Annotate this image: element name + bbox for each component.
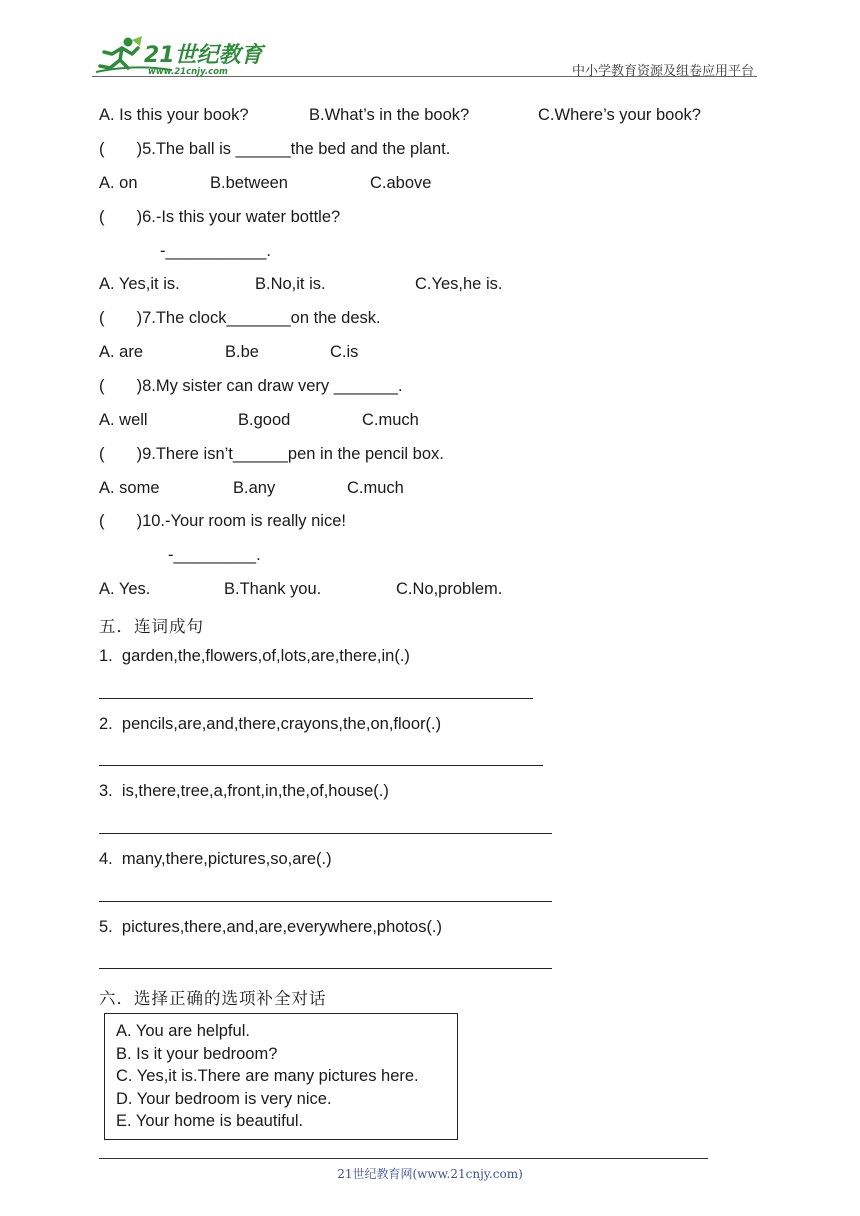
q8-option-b: B.good [238,411,291,429]
q10-option-b: B.Thank you. [224,580,322,598]
q4-option-b: B.What’s in the book? [309,106,470,124]
answer-line-3[interactable] [99,833,552,834]
q5-option-a: A. on [99,174,138,192]
sentence-item-4: 4. many,there,pictures,so,are(.) [99,850,332,868]
q9-option-a: A. some [99,479,160,497]
section5-title: 五．连词成句 [99,617,204,636]
q6-option-c: C.Yes,he is. [415,275,503,293]
sentence-item-5: 5. pictures,there,and,are,everywhere,photos(.) [99,918,443,936]
footer-divider [99,1158,708,1159]
q9-option-b: B.any [233,479,276,497]
q10-stem: ( )10.-Your room is really nice! [99,512,346,530]
q8-option-c: C.much [362,411,419,429]
q9-option-c: C.much [347,479,404,497]
q5-option-c: C.above [370,174,432,192]
section6-title: 六．选择正确的选项补全对话 [99,989,327,1008]
q8-option-a: A. well [99,411,148,429]
q7-stem: ( )7.The clock_______on the desk. [99,309,381,327]
q5-stem: ( )5.The ball is ______the bed and the plant. [99,140,451,158]
q5-option-b: B.between [210,174,288,192]
q7-option-a: A. are [99,343,144,361]
q4-option-c: C.Where’s your book? [538,106,701,124]
q10-option-c: C.No,problem. [396,580,503,598]
q8-stem: ( )8.My sister can draw very _______. [99,377,403,395]
q6-option-b: B.No,it is. [255,275,326,293]
q4-option-a: A. Is this your book? [99,106,249,124]
dialogue-option-e: E. Your home is beautiful. [116,1112,304,1131]
footer-link[interactable]: 21世纪教育网(www.21cnjy.com) [337,1167,523,1181]
dialogue-option-d: D. Your bedroom is very nice. [116,1089,332,1108]
q7-option-c: C.is [330,343,359,361]
dialogue-option-c: C. Yes,it is.There are many pictures here. [116,1067,419,1086]
header-divider [92,76,757,77]
answer-line-5[interactable] [99,968,552,969]
header-slogan: 中小学教育资源及组卷应用平台 [571,64,754,79]
q10-option-a: A. Yes. [99,580,151,598]
logo-url: www.21cnjy.com [148,67,228,76]
sentence-item-2: 2. pencils,are,and,there,crayons,the,on,floor(.) [99,715,442,733]
answer-line-2[interactable] [99,765,543,766]
dialogue-option-a: A. You are helpful. [116,1022,250,1040]
sentence-item-1: 1. garden,the,flowers,of,lots,are,there,in(.) [99,647,410,665]
q7-option-b: B.be [225,343,259,361]
dialogue-option-b: B. Is it your bedroom? [116,1044,278,1063]
q6-option-a: A. Yes,it is. [99,275,180,293]
q10-response: -_________. [168,546,261,564]
q6-response: -___________. [160,242,272,260]
dialogue-options-box [104,1013,458,1140]
q6-stem: ( )6.-Is this your water bottle? [99,208,341,226]
answer-line-4[interactable] [99,901,552,902]
q9-stem: ( )9.There isn’t______pen in the pencil box. [99,445,444,463]
page-header [92,30,757,80]
answer-line-1[interactable] [99,698,533,699]
logo-text: 21世纪教育 [144,43,263,68]
sentence-item-3: 3. is,there,tree,a,front,in,the,of,house(.) [99,782,389,800]
logo [92,34,267,76]
